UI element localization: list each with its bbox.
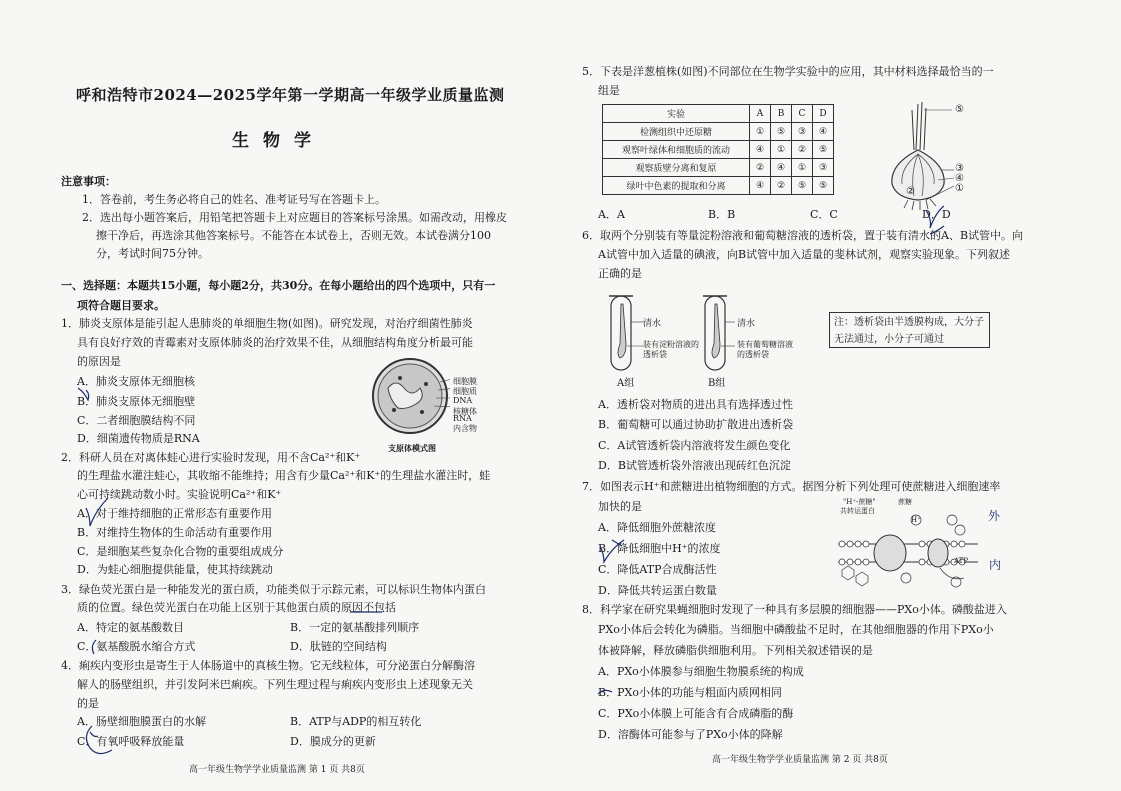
figure-label: DNA xyxy=(453,396,473,405)
table-cell: ③ xyxy=(792,123,813,141)
figure-caption: 支原体模式图 xyxy=(388,443,436,453)
q7-option-c: C．降低ATP合成酶活性 xyxy=(598,563,717,576)
table-header-cell: A xyxy=(750,105,771,123)
figure-label: 内 xyxy=(989,558,1002,572)
q4-stem: 4．痢疾内变形虫是寄生于人体肠道中的真核生物。它无线粒体，可分泌蛋白分解酶溶 xyxy=(61,659,475,672)
q5-option-d: D．D xyxy=(922,208,951,221)
table-cell: ③ xyxy=(813,159,834,177)
q2-option-d: D．为蛙心细胞提供能量，使其持续跳动 xyxy=(77,563,273,576)
q5-stem: 组是 xyxy=(598,84,620,97)
table-cell: ④ xyxy=(750,141,771,159)
notice-line: 2．选出每小题答案后，用铅笔把答题卡上对应题目的答案标号涂黑。如需改动，用橡皮 xyxy=(82,211,507,224)
q4-option-b: B．ATP与ADP的相互转化 xyxy=(290,715,422,728)
q6-stem: 正确的是 xyxy=(598,267,642,280)
q4-option-d: D．膜成分的更新 xyxy=(290,735,376,748)
handwritten-marks xyxy=(560,0,1121,791)
table-cell: ① xyxy=(792,159,813,177)
dialysis-note: 注：透析袋由半透膜构成，大分子无法通过，小分子可通过 xyxy=(829,312,990,348)
page-footer: 高一年级生物学学业质量监测 第 2 页 共8页 xyxy=(712,755,888,765)
figure-label: 共转运蛋白 xyxy=(840,507,875,515)
page-footer: 高一年级生物学学业质量监测 第 1 页 共8页 xyxy=(189,765,365,775)
figure-label: ① xyxy=(955,183,964,194)
q5-option-c: C．C xyxy=(810,208,838,221)
figure-label: 细胞质 xyxy=(453,387,477,396)
q6-option-a: A．透析袋对物质的进出具有选择透过性 xyxy=(598,398,793,411)
q3-option-b: B．一定的氨基酸排列顺序 xyxy=(290,621,420,634)
figure-label: 核糖体 xyxy=(453,407,477,416)
q2-stem: 心可持续跳动数小时。实验说明Ca²⁺和K⁺ xyxy=(77,488,282,501)
q5-option-b: B．B xyxy=(708,208,736,221)
table-cell: ① xyxy=(750,123,771,141)
figure-label: 外 xyxy=(988,509,1001,523)
q1-stem: 具有良好疗效的青霉素对支原体肺炎的治疗效果不佳，从细胞结构角度分析最可能 xyxy=(77,336,473,349)
figure-label: 装有葡萄糖溶液的透析袋 xyxy=(737,340,793,359)
figure-label: B组 xyxy=(708,378,726,389)
q8-option-d: D．溶酶体可能参与了PXo小体的降解 xyxy=(598,728,783,741)
q2-stem: 2．科研人员在对离体蛙心进行实验时发现，用不含Ca²⁺和K⁺ xyxy=(61,451,361,464)
q3-option-c: C．氨基酸脱水缩合方式 xyxy=(77,640,196,653)
exam-title: 呼和浩特市2024—2025学年第一学期高一年级学业质量监测 xyxy=(76,86,505,104)
q2-option-c: C．是细胞某些复杂化合物的重要组成成分 xyxy=(77,545,284,558)
figure-label: ③ xyxy=(955,163,964,174)
subject-title: 生物学 xyxy=(232,131,325,151)
figure-label: "H⁺-蔗糖" xyxy=(843,498,876,506)
q2-option-a: A．对于维持细胞的正常形态有重要作用 xyxy=(77,507,272,520)
table-cell: ⑤ xyxy=(813,141,834,159)
q6-stem: A试管中加入适量的碘液，向B试管中加入适量的斐林试剂，观察实验现象。下列叙述 xyxy=(598,248,1011,261)
left-page xyxy=(0,0,560,791)
q4-stem: 的是 xyxy=(77,697,99,710)
q3-option-a: A．特定的氨基酸数目 xyxy=(77,621,184,634)
table-header-cell: D xyxy=(813,105,834,123)
figure-label: 清水 xyxy=(737,319,756,329)
q7-option-b: B．降低细胞中H⁺的浓度 xyxy=(598,542,721,555)
q8-option-c: C．PXo小体膜上可能含有合成磷脂的酶 xyxy=(598,707,794,720)
table-header-cell: C xyxy=(792,105,813,123)
q3-stem: 质的位置。绿色荧光蛋白在功能上区别于其他蛋白质的原因不包括 xyxy=(77,601,396,614)
table-cell: ④ xyxy=(813,123,834,141)
q5-option-a: A．A xyxy=(598,208,625,221)
table-cell: ① xyxy=(771,141,792,159)
figure-label: 蔗糖 xyxy=(898,498,912,506)
q1-stem: 1．肺炎支原体是能引起人患肺炎的单细胞生物(如图)。研究发现，对治疗细菌性肺炎 xyxy=(61,317,473,330)
q7-option-d: D．降低共转运蛋白数量 xyxy=(598,584,717,597)
q6-option-d: D．B试管透析袋外溶液出现砖红色沉淀 xyxy=(598,459,791,472)
q8-option-a: A．PXo小体膜参与细胞生物膜系统的构成 xyxy=(598,665,804,678)
figure-label: H⁺ xyxy=(911,516,921,524)
section-heading: 项符合题目要求。 xyxy=(77,299,165,312)
handwritten-marks xyxy=(0,0,560,791)
q5-stem: 5．下表是洋葱植株(如图)不同部位在生物学实验中的应用，其中材料选择最恰当的一 xyxy=(582,65,994,78)
notice-title: 注意事项： xyxy=(61,175,116,188)
q1-option-c: C．二者细胞膜结构不同 xyxy=(77,414,196,427)
figure-label: ④ xyxy=(955,173,964,184)
q8-stem: 8．科学家在研究果蝇细胞时发现了一种具有多层膜的细胞器——PXo小体。磷酸盐进入 xyxy=(582,603,1007,616)
table-cell: 观察叶绿体和细胞质的流动 xyxy=(603,141,750,159)
notice-line: 1．答卷前，考生务必将自己的姓名、准考证号写在答题卡上。 xyxy=(82,193,386,206)
q4-option-a: A．肠壁细胞膜蛋白的水解 xyxy=(77,715,206,728)
table-header-cell: 实验 xyxy=(603,105,750,123)
figure-label: 细胞膜 xyxy=(453,377,477,386)
figure-label: 清水 xyxy=(643,319,662,329)
q7-option-a: A．降低细胞外蔗糖浓度 xyxy=(598,521,716,534)
table-cell: ⑤ xyxy=(813,177,834,195)
figure-label: ATP xyxy=(954,557,969,565)
figure-label: 装有淀粉溶液的透析袋 xyxy=(643,340,699,359)
figure-label: A组 xyxy=(617,378,635,389)
q6-stem: 6．取两个分别装有等量淀粉溶液和葡萄糖溶液的透析袋，置于装有清水的A、B试管中。向 xyxy=(582,229,1024,242)
notice-line: 擦干净后，再选涂其他答案标号。不能答在本试卷上，否则无效。本试卷满分100 xyxy=(96,229,491,242)
q8-option-b: B．PXo小体的功能与粗面内质网相同 xyxy=(598,686,782,699)
q8-stem: 体被降解，释放磷脂供细胞利用。下列相关叙述错误的是 xyxy=(598,644,873,657)
q8-stem: PXo小体后会转化为磷脂。当细胞中磷酸盐不足时，在其他细胞器的作用下PXo小 xyxy=(598,623,994,636)
notice-line: 分，考试时间75分钟。 xyxy=(96,247,209,260)
table-cell: ⑤ xyxy=(771,123,792,141)
q6-option-b: B．葡萄糖可以通过协助扩散进出透析袋 xyxy=(598,418,794,431)
q7-stem: 加快的是 xyxy=(598,500,642,513)
table-cell: ② xyxy=(771,177,792,195)
table-cell: ④ xyxy=(771,159,792,177)
table-cell: ② xyxy=(792,141,813,159)
section-heading: 一、选择题：本题共15小题，每小题2分，共30分。在每小题给出的四个选项中，只有一 xyxy=(61,279,496,292)
table-cell: 绿叶中色素的提取和分离 xyxy=(603,177,750,195)
table-cell: 观察质壁分离和复原 xyxy=(603,159,750,177)
table-header-cell: B xyxy=(771,105,792,123)
figure-label: RNA xyxy=(453,414,472,423)
q2-stem: 的生理盐水灌注蛙心，其收缩不能维持；用含有少量Ca²⁺和K⁺的生理盐水灌注时，蛙 xyxy=(77,469,491,482)
q3-option-d: D．肽链的空间结构 xyxy=(290,640,387,653)
table-cell: ④ xyxy=(750,177,771,195)
q1-stem: 的原因是 xyxy=(77,355,121,368)
q6-option-c: C．A试管透析袋内溶液将发生颜色变化 xyxy=(598,439,791,452)
q2-option-b: B．对维持生物体的生命活动有重要作用 xyxy=(77,526,273,539)
q1-option-b: B．肺炎支原体无细胞壁 xyxy=(77,395,196,408)
figure-label: ⑤ xyxy=(955,104,964,115)
q1-option-d: D．细菌遗传物质是RNA xyxy=(77,432,200,445)
q4-stem: 解人的肠壁组织，并引发阿米巴痢疾。下列生理过程与痢疾内变形虫上述现象无关 xyxy=(77,678,473,691)
figure-label: ② xyxy=(906,186,915,197)
q7-stem: 7．如图表示H⁺和蔗糖进出植物细胞的方式。据图分析下列处理可使蔗糖进入细胞速率 xyxy=(582,480,1001,493)
figure-label: 内含物 xyxy=(453,424,477,433)
q3-stem: 3．绿色荧光蛋白是一种能发光的蛋白质，功能类似于示踪元素，可以标识生物体内蛋白 xyxy=(61,583,486,596)
q4-option-c: C．有氧呼吸释放能量 xyxy=(77,735,185,748)
table-cell: ⑤ xyxy=(792,177,813,195)
q1-option-a: A．肺炎支原体无细胞核 xyxy=(77,375,195,388)
table-cell: 检测组织中还原糖 xyxy=(603,123,750,141)
table-cell: ② xyxy=(750,159,771,177)
